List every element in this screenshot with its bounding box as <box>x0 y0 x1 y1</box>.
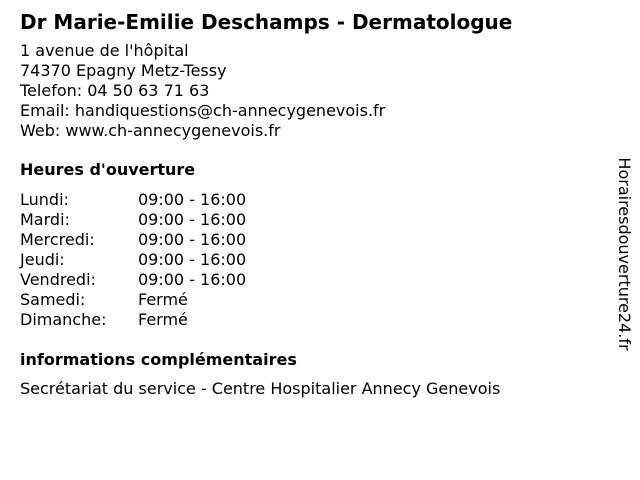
hours-row-mercredi <box>20 230 600 250</box>
doctor-info-card <box>20 10 600 399</box>
day-label: Dimanche: <box>20 310 107 329</box>
contact-block <box>20 41 600 141</box>
day-label: Mardi: <box>20 210 70 229</box>
address-city: 74370 Epagny Metz-Tessy <box>20 61 227 80</box>
site-watermark: Horairesdouverture24.fr <box>615 157 634 351</box>
day-hours: Fermé <box>138 290 188 309</box>
hours-row-vendredi <box>20 270 600 290</box>
day-label: Samedi: <box>20 290 86 309</box>
hours-table <box>20 190 600 330</box>
web-text: Web: www.ch-annecygenevois.fr <box>20 121 281 140</box>
day-hours: 09:00 - 16:00 <box>138 190 247 209</box>
page-title: Dr Marie-Emilie Deschamps - Dermatologue <box>20 10 513 34</box>
day-label: Vendredi: <box>20 270 96 289</box>
phone-text: Telefon: 04 50 63 71 63 <box>20 81 210 100</box>
hours-row-jeudi <box>20 250 600 270</box>
day-hours: 09:00 - 16:00 <box>138 210 247 229</box>
day-label: Lundi: <box>20 190 69 209</box>
info-text: Secrétariat du service - Centre Hospitalier Annecy Genevois <box>20 379 501 398</box>
hours-row-mardi <box>20 210 600 230</box>
day-label: Jeudi: <box>20 250 65 269</box>
info-heading: informations complémentaires <box>20 350 297 369</box>
day-label: Mercredi: <box>20 230 95 249</box>
day-hours: Fermé <box>138 310 188 329</box>
address-street: 1 avenue de l'hôpital <box>20 41 189 60</box>
hours-heading: Heures d'ouverture <box>20 160 196 179</box>
day-hours: 09:00 - 16:00 <box>138 270 247 289</box>
day-hours: 09:00 - 16:00 <box>138 250 247 269</box>
hours-row-lundi <box>20 190 600 210</box>
email-text: Email: handiquestions@ch-annecygenevois.fr <box>20 101 386 120</box>
hours-row-samedi <box>20 290 600 310</box>
hours-row-dimanche <box>20 310 600 330</box>
day-hours: 09:00 - 16:00 <box>138 230 247 249</box>
